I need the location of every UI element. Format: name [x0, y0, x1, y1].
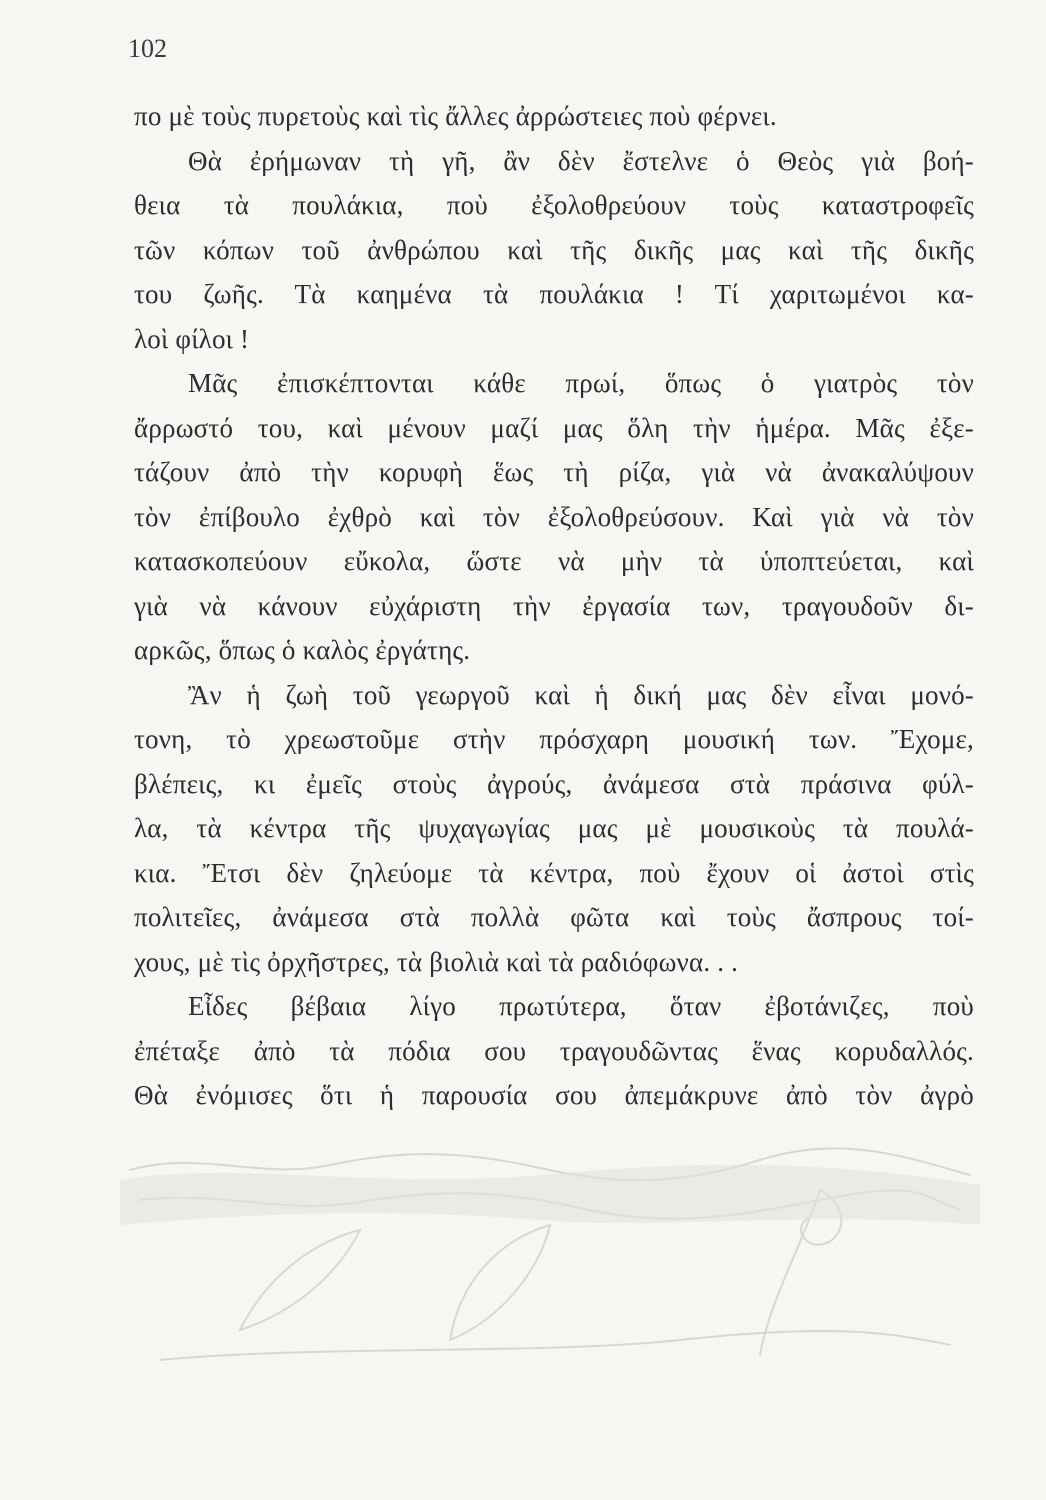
text-line: τῶν κόπων τοῦ ἀνθρώπου καὶ τῆς δικῆς μας καὶ τῆς δικῆς — [134, 234, 974, 265]
text-line: Εἶδες βέβαια λίγο πρωτύτερα, ὅταν ἐβοτάνιζες, ποὺ — [188, 991, 974, 1021]
text-line: χους, μὲ τὶς ὀρχῆστρες, τὰ βιολιὰ καὶ τὰ ραδιόφωνα. . . — [134, 946, 739, 977]
text-line: λοὶ φίλοι ! — [134, 323, 250, 354]
decorative-ornament-illustration — [120, 1130, 980, 1370]
body-text — [134, 94, 974, 1118]
text-line: Μᾶς ἐπισκέπτονται κάθε πρωί, ὅπως ὁ γιατρὸς τὸν — [188, 368, 974, 398]
text-line: γιὰ νὰ κάνουν εὐχάριστη τὴν ἐργασία των, τραγουδοῦν δι- — [134, 590, 974, 621]
ornament-leaf-center — [450, 1225, 550, 1340]
text-line: πολιτεῖες, ἀνάμεσα στὰ πολλὰ φῶτα καὶ τοὺς ἄσπρους τοί- — [134, 902, 974, 932]
text-line: τονη, τὸ χρεωστοῦμε στὴν πρόσχαρη μουσική των. Ἔχομε, — [134, 724, 974, 754]
text-line: κια. Ἔτσι δὲν ζηλεύομε τὰ κέντρα, ποὺ ἔχουν οἱ ἀστοὶ στὶς — [134, 857, 974, 888]
text-line: λα, τὰ κέντρα τῆς ψυχαγωγίας μας μὲ μουσικοὺς τὰ πουλά- — [134, 813, 974, 843]
ornament-cloud-shade — [120, 1165, 980, 1225]
text-line: τὸν ἐπίβουλο ἐχθρὸ καὶ τὸν ἐξολοθρεύσουν. Καὶ γιὰ νὰ τὸν — [134, 501, 974, 532]
text-line: ἐπέταξε ἀπὸ τὰ πόδια σου τραγουδῶντας ἕνας κορυδαλλός. — [134, 1035, 974, 1066]
page-number: 102 — [128, 34, 167, 63]
text-line: τάζουν ἀπὸ τὴν κορυφὴ ἕως τὴ ρίζα, γιὰ νὰ ἀνακαλύψουν — [134, 457, 974, 487]
text-line: θεια τὰ πουλάκια, ποὺ ἐξολοθρεύουν τοὺς καταστροφεῖς — [134, 190, 974, 220]
text-line: πο μὲ τοὺς πυρετοὺς καὶ τὶς ἄλλες ἀρρώστειες ποὺ φέρνει. — [134, 101, 777, 131]
text-line: του ζωῆς. Τὰ καημένα τὰ πουλάκια ! Τί χαριτωμένοι κα- — [134, 279, 974, 309]
text-line: ἄρρωστό του, καὶ μένουν μαζί μας ὅλη τὴν ἡμέρα. Μᾶς ἐξε- — [134, 412, 974, 443]
text-line: Ἂν ἡ ζωὴ τοῦ γεωργοῦ καὶ ἡ δική μας δὲν εἶναι μονό- — [188, 679, 974, 710]
text-line: Θὰ ἐρήμωναν τὴ γῆ, ἂν δὲν ἔστελνε ὁ Θεὸς γιὰ βοή- — [188, 145, 974, 176]
ornament-swirl-bottom — [160, 1331, 950, 1360]
ornament-leaf-left — [240, 1230, 360, 1330]
text-line: βλέπεις, κι ἐμεῖς στοὺς ἀγρούς, ἀνάμεσα στὰ πράσινα φύλ- — [134, 768, 974, 799]
text-line: αρκῶς, ὅπως ὁ καλὸς ἐργάτης. — [134, 635, 471, 665]
text-line: κατασκοπεύουν εὔκολα, ὥστε νὰ μὴν τὰ ὑποπτεύεται, καὶ — [134, 546, 974, 576]
text-line: Θὰ ἐνόμισες ὅτι ἡ παρουσία σου ἀπεμάκρυνε ἀπὸ τὸν ἀγρὸ — [134, 1080, 974, 1110]
